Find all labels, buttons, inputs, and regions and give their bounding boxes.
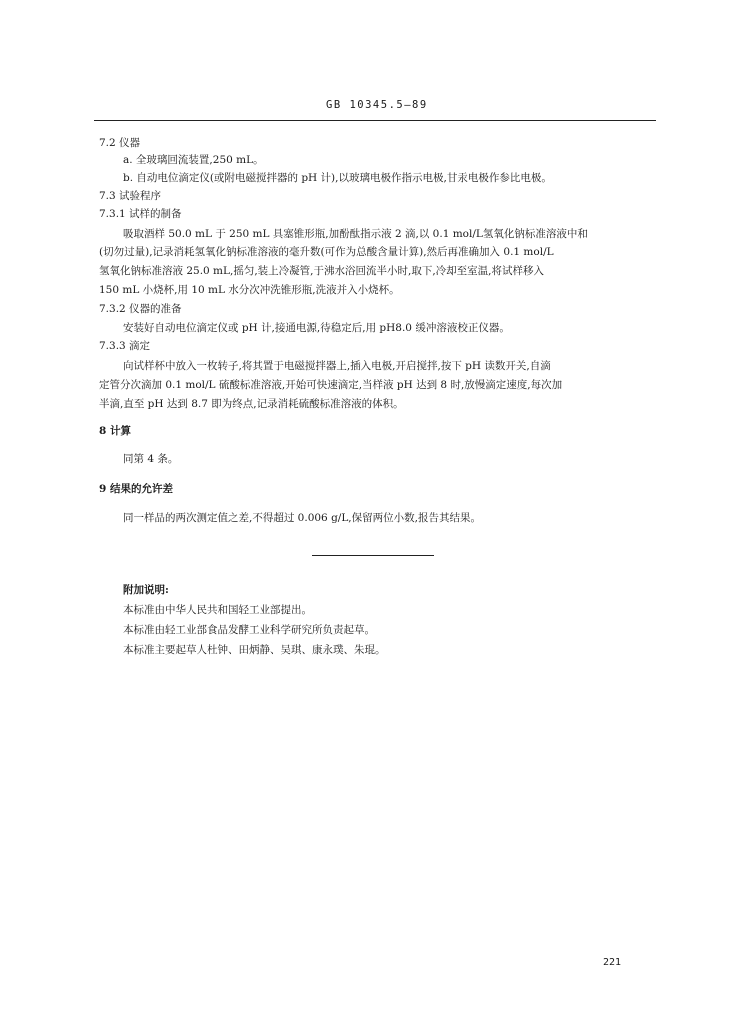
section-7-3-3-paragraph-line: 定管分次滴加 0.1 mol/L 硫酸标准溶液,开始可快速滴定,当样液 pH 达到 8 时,放慢滴定速度,每次加 (99, 379, 563, 391)
section-7-3-1-paragraph-line: (切勿过量),记录消耗氢氧化钠标准溶液的毫升数(可作为总酸含量计算),然后再准确加入 0.1 mol/L (99, 246, 554, 258)
section-7-2-item-a: a. 全玻璃回流装置,250 mL。 (123, 154, 264, 166)
appendix-title: 附加说明: (123, 584, 169, 596)
section-7-3-3-title: 7.3.3 滴定 (99, 340, 151, 352)
section-7-3-3-paragraph-line: 半滴,直至 pH 达到 8.7 即为终点,记录消耗硫酸标准溶液的体积。 (99, 398, 404, 410)
section-8-title: 8 计算 (99, 425, 131, 437)
section-7-3-1-title: 7.3.1 试样的制备 (99, 208, 182, 220)
header-rule (94, 120, 656, 121)
section-7-3-title: 7.3 试验程序 (99, 190, 162, 202)
section-7-3-2-title: 7.3.2 仪器的准备 (99, 303, 182, 315)
section-8-paragraph: 同第 4 条。 (123, 453, 179, 465)
standard-code: GB 10345.5—89 (326, 99, 428, 111)
section-end-rule (312, 555, 434, 556)
section-9-paragraph: 同一样品的两次测定值之差,不得超过 0.006 g/L,保留两位小数,报告其结果。 (123, 512, 481, 524)
section-7-3-1-paragraph-line: 150 mL 小烧杯,用 10 mL 水分次冲洗锥形瓶,洗液并入小烧杯。 (99, 284, 400, 296)
section-7-2-item-b: b. 自动电位滴定仪(或附电磁搅拌器的 pH 计),以玻璃电极作指示电极,甘汞电极作参比电极。 (123, 172, 552, 184)
page-number: 221 (603, 957, 622, 968)
section-9-title: 9 结果的允许差 (99, 483, 173, 495)
appendix-line: 本标准由轻工业部食品发酵工业科学研究所负责起草。 (123, 624, 375, 636)
section-7-2-title: 7.2 仪器 (99, 137, 141, 149)
appendix-line: 本标准由中华人民共和国轻工业部提出。 (123, 604, 312, 616)
appendix-line: 本标准主要起草人杜钟、田炳静、吴琪、康永璞、朱琨。 (123, 644, 386, 656)
section-7-3-1-paragraph-line: 氢氧化钠标准溶液 25.0 mL,摇匀,装上冷凝管,于沸水浴回流半小时,取下,冷却至室温,将试样移入 (99, 265, 545, 277)
section-7-3-2-paragraph: 安装好自动电位滴定仪或 pH 计,接通电源,待稳定后,用 pH8.0 缓冲溶液校正仪器。 (123, 322, 510, 334)
section-7-3-3-paragraph-line: 向试样杯中放入一枚转子,将其置于电磁搅拌器上,插入电极,开启搅拌,按下 pH 读数开关,自滴 (123, 360, 551, 372)
section-7-3-1-paragraph-line: 吸取酒样 50.0 mL 于 250 mL 具塞锥形瓶,加酚酞指示液 2 滴,以 0.1 mol/L氢氧化钠标准溶液中和 (123, 228, 588, 240)
